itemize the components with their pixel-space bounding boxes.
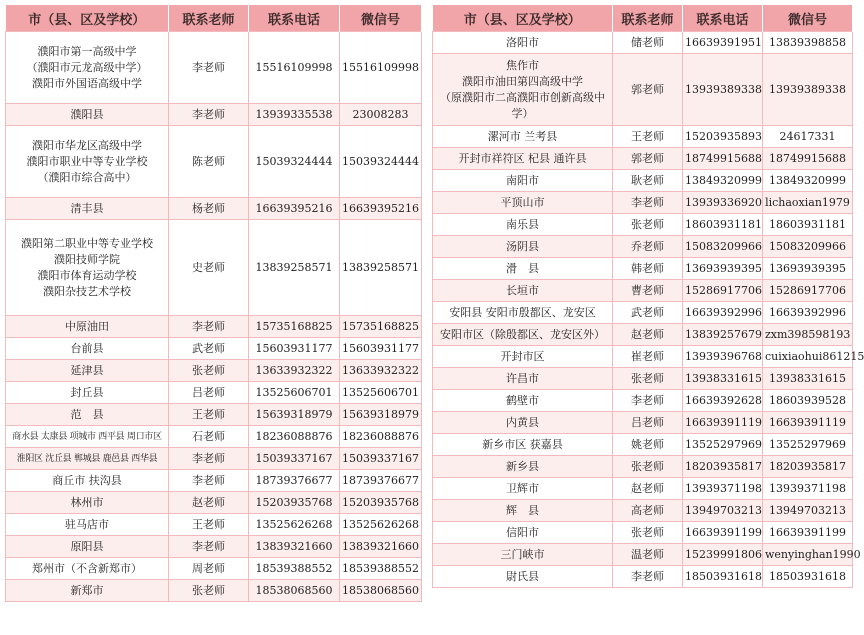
header-teacher: 联系老师 bbox=[169, 5, 249, 32]
teacher-cell: 赵老师 bbox=[169, 492, 249, 514]
table-row bbox=[6, 580, 422, 602]
wechat-cell: 15603931177 bbox=[340, 338, 422, 360]
wechat-cell: 13849320999 bbox=[763, 170, 853, 192]
table-row bbox=[433, 280, 853, 302]
wechat-cell: 18603931181 bbox=[763, 214, 853, 236]
phone-cell: 18539388552 bbox=[249, 558, 340, 580]
table-row bbox=[433, 236, 853, 258]
region-cell: 辉 县 bbox=[433, 500, 613, 522]
region-cell: 新乡县 bbox=[433, 456, 613, 478]
region-cell: 濮阳第二职业中等专业学校 濮阳技师学院 濮阳市体育运动学校 濮阳杂技艺术学校 bbox=[6, 220, 169, 316]
region-cell: 滑 县 bbox=[433, 258, 613, 280]
table-row bbox=[6, 404, 422, 426]
teacher-cell: 李老师 bbox=[169, 104, 249, 126]
table-row bbox=[433, 478, 853, 500]
teacher-cell: 张老师 bbox=[613, 368, 683, 390]
region-cell: 郑州市（不含新郑市） bbox=[6, 558, 169, 580]
table-row bbox=[433, 346, 853, 368]
teacher-cell: 武老师 bbox=[169, 338, 249, 360]
wechat-cell: 15735168825 bbox=[340, 316, 422, 338]
teacher-cell: 张老师 bbox=[613, 456, 683, 478]
teacher-cell: 杨老师 bbox=[169, 198, 249, 220]
wechat-cell: 13839398858 bbox=[763, 32, 853, 54]
table-row bbox=[433, 170, 853, 192]
header-row bbox=[433, 5, 853, 32]
teacher-cell: 赵老师 bbox=[613, 324, 683, 346]
wechat-cell: 15039324444 bbox=[340, 126, 422, 198]
teacher-cell: 张老师 bbox=[613, 522, 683, 544]
wechat-cell: 16639392996 bbox=[763, 302, 853, 324]
wechat-cell: 18539388552 bbox=[340, 558, 422, 580]
header-region: 市（县、区及学校） bbox=[433, 5, 613, 32]
region-cell: 范 县 bbox=[6, 404, 169, 426]
wechat-cell: 13525297969 bbox=[763, 434, 853, 456]
wechat-cell: 13839258571 bbox=[340, 220, 422, 316]
phone-cell: 13525297969 bbox=[683, 434, 763, 456]
region-cell: 鹤壁市 bbox=[433, 390, 613, 412]
teacher-cell: 吕老师 bbox=[613, 412, 683, 434]
phone-cell: 15039337167 bbox=[249, 448, 340, 470]
teacher-cell: 崔老师 bbox=[613, 346, 683, 368]
wechat-cell: 18538068560 bbox=[340, 580, 422, 602]
table-row bbox=[6, 470, 422, 492]
phone-cell: 15039324444 bbox=[249, 126, 340, 198]
phone-cell: 13849320999 bbox=[683, 170, 763, 192]
region-cell: 延津县 bbox=[6, 360, 169, 382]
teacher-cell: 姚老师 bbox=[613, 434, 683, 456]
wechat-cell: 13633932322 bbox=[340, 360, 422, 382]
header-wechat: 微信号 bbox=[763, 5, 853, 32]
wechat-cell: 15083209966 bbox=[763, 236, 853, 258]
region-cell: 南阳市 bbox=[433, 170, 613, 192]
phone-cell: 13949703213 bbox=[683, 500, 763, 522]
teacher-cell: 曹老师 bbox=[613, 280, 683, 302]
teacher-cell: 李老师 bbox=[169, 470, 249, 492]
table-row bbox=[433, 258, 853, 280]
region-cell: 新郑市 bbox=[6, 580, 169, 602]
region-cell: 洛阳市 bbox=[433, 32, 613, 54]
region-cell: 许昌市 bbox=[433, 368, 613, 390]
region-cell: 商水县 太康县 项城市 西平县 周口市区 bbox=[6, 426, 169, 448]
phone-cell: 13939396768 bbox=[683, 346, 763, 368]
table-row bbox=[6, 558, 422, 580]
table-row bbox=[6, 382, 422, 404]
region-cell: 封丘县 bbox=[6, 382, 169, 404]
phone-cell: 18503931618 bbox=[683, 566, 763, 588]
table-row bbox=[433, 544, 853, 566]
header-region: 市（县、区及学校） bbox=[6, 5, 169, 32]
region-cell: 濮阳县 bbox=[6, 104, 169, 126]
region-cell: 开封市祥符区 杞县 通许县 bbox=[433, 148, 613, 170]
wechat-cell: 16639391199 bbox=[763, 522, 853, 544]
teacher-cell: 史老师 bbox=[169, 220, 249, 316]
teacher-cell: 储老师 bbox=[613, 32, 683, 54]
table-row bbox=[433, 412, 853, 434]
phone-cell: 15239991806 bbox=[683, 544, 763, 566]
region-cell: 安阳市区（除殷都区、龙安区外） bbox=[433, 324, 613, 346]
region-cell: 汤阴县 bbox=[433, 236, 613, 258]
contact-table-right bbox=[432, 5, 864, 588]
wechat-cell: 16639391119 bbox=[763, 412, 853, 434]
wechat-cell: 18203935817 bbox=[763, 456, 853, 478]
table-row bbox=[6, 32, 422, 104]
teacher-cell: 郭老师 bbox=[613, 54, 683, 126]
wechat-cell: 13525626268 bbox=[340, 514, 422, 536]
table-row bbox=[6, 536, 422, 558]
teacher-cell: 吕老师 bbox=[169, 382, 249, 404]
teacher-cell: 韩老师 bbox=[613, 258, 683, 280]
phone-cell: 13938331615 bbox=[683, 368, 763, 390]
table-row bbox=[433, 324, 853, 346]
phone-cell: 16639395216 bbox=[249, 198, 340, 220]
wechat-cell: 23008283 bbox=[340, 104, 422, 126]
wechat-cell: 15203935768 bbox=[340, 492, 422, 514]
wechat-cell: 18503931618 bbox=[763, 566, 853, 588]
teacher-cell: 陈老师 bbox=[169, 126, 249, 198]
phone-cell: 18749915688 bbox=[683, 148, 763, 170]
region-cell: 卫辉市 bbox=[433, 478, 613, 500]
table-row bbox=[433, 32, 853, 54]
phone-cell: 15286917706 bbox=[683, 280, 763, 302]
table-row bbox=[6, 338, 422, 360]
phone-cell: 13525606701 bbox=[249, 382, 340, 404]
phone-cell: 13839321660 bbox=[249, 536, 340, 558]
phone-cell: 15203935893 bbox=[683, 126, 763, 148]
phone-cell: 16639392996 bbox=[683, 302, 763, 324]
wechat-cell: 15516109998 bbox=[340, 32, 422, 104]
phone-cell: 15203935768 bbox=[249, 492, 340, 514]
phone-cell: 18739376677 bbox=[249, 470, 340, 492]
table-row bbox=[433, 54, 853, 126]
phone-cell: 18538068560 bbox=[249, 580, 340, 602]
teacher-cell: 张老师 bbox=[169, 360, 249, 382]
wechat-cell: zxm398598193 bbox=[763, 324, 853, 346]
wechat-cell: 13525606701 bbox=[340, 382, 422, 404]
header-row bbox=[6, 5, 422, 32]
phone-cell: 18203935817 bbox=[683, 456, 763, 478]
phone-cell: 15639318979 bbox=[249, 404, 340, 426]
region-cell: 新乡市区 获嘉县 bbox=[433, 434, 613, 456]
region-cell: 焦作市 濮阳市油田第四高级中学 （原濮阳市二高濮阳市创新高级中学） bbox=[433, 54, 613, 126]
teacher-cell: 李老师 bbox=[169, 316, 249, 338]
region-cell: 清丰县 bbox=[6, 198, 169, 220]
teacher-cell: 石老师 bbox=[169, 426, 249, 448]
table-row bbox=[433, 368, 853, 390]
teacher-cell: 李老师 bbox=[613, 390, 683, 412]
teacher-cell: 李老师 bbox=[613, 566, 683, 588]
wechat-cell: 13693939395 bbox=[763, 258, 853, 280]
region-cell: 原阳县 bbox=[6, 536, 169, 558]
region-cell: 安阳县 安阳市殷都区、龙安区 bbox=[433, 302, 613, 324]
table-row bbox=[433, 302, 853, 324]
wechat-cell: lichaoxian1979 bbox=[763, 192, 853, 214]
wechat-cell: cuixiaohui861215 bbox=[763, 346, 853, 368]
wechat-cell: 18236088876 bbox=[340, 426, 422, 448]
phone-cell: 16639391119 bbox=[683, 412, 763, 434]
table-row bbox=[433, 500, 853, 522]
teacher-cell: 武老师 bbox=[613, 302, 683, 324]
region-cell: 南乐县 bbox=[433, 214, 613, 236]
region-cell: 台前县 bbox=[6, 338, 169, 360]
table-row bbox=[433, 192, 853, 214]
teacher-cell: 王老师 bbox=[169, 514, 249, 536]
wechat-cell: 18603939528 bbox=[763, 390, 853, 412]
phone-cell: 15603931177 bbox=[249, 338, 340, 360]
table-row bbox=[6, 448, 422, 470]
teacher-cell: 张老师 bbox=[613, 214, 683, 236]
phone-cell: 13839258571 bbox=[249, 220, 340, 316]
wechat-cell: 15286917706 bbox=[763, 280, 853, 302]
wechat-cell: 13939371198 bbox=[763, 478, 853, 500]
teacher-cell: 赵老师 bbox=[613, 478, 683, 500]
teacher-cell: 乔老师 bbox=[613, 236, 683, 258]
wechat-cell: 18739376677 bbox=[340, 470, 422, 492]
table-row bbox=[6, 126, 422, 198]
phone-cell: 13633932322 bbox=[249, 360, 340, 382]
teacher-cell: 李老师 bbox=[169, 32, 249, 104]
table-row bbox=[6, 316, 422, 338]
phone-cell: 18236088876 bbox=[249, 426, 340, 448]
phone-cell: 15735168825 bbox=[249, 316, 340, 338]
wechat-cell: 13839321660 bbox=[340, 536, 422, 558]
table-row bbox=[433, 390, 853, 412]
teacher-cell: 王老师 bbox=[169, 404, 249, 426]
table-row bbox=[6, 220, 422, 316]
phone-cell: 18603931181 bbox=[683, 214, 763, 236]
teacher-cell: 耿老师 bbox=[613, 170, 683, 192]
table-row bbox=[6, 514, 422, 536]
teacher-cell: 周老师 bbox=[169, 558, 249, 580]
region-cell: 平顶山市 bbox=[433, 192, 613, 214]
table-row bbox=[433, 434, 853, 456]
table-row bbox=[433, 456, 853, 478]
wechat-cell: 15039337167 bbox=[340, 448, 422, 470]
region-cell: 中原油田 bbox=[6, 316, 169, 338]
region-cell: 长垣市 bbox=[433, 280, 613, 302]
wechat-cell: 15639318979 bbox=[340, 404, 422, 426]
header-phone: 联系电话 bbox=[249, 5, 340, 32]
table-row bbox=[6, 104, 422, 126]
region-cell: 濮阳市华龙区高级中学 濮阳市职业中等专业学校 （濮阳市综合高中） bbox=[6, 126, 169, 198]
table-row bbox=[433, 148, 853, 170]
teacher-cell: 李老师 bbox=[169, 448, 249, 470]
phone-cell: 13693939395 bbox=[683, 258, 763, 280]
region-cell: 信阳市 bbox=[433, 522, 613, 544]
table-row bbox=[433, 522, 853, 544]
table-row bbox=[433, 126, 853, 148]
region-cell: 濮阳市第一高级中学 （濮阳市元龙高级中学） 濮阳市外国语高级中学 bbox=[6, 32, 169, 104]
region-cell: 林州市 bbox=[6, 492, 169, 514]
phone-cell: 15516109998 bbox=[249, 32, 340, 104]
phone-cell: 13839257679 bbox=[683, 324, 763, 346]
region-cell: 尉氏县 bbox=[433, 566, 613, 588]
table-row bbox=[6, 492, 422, 514]
phone-cell: 16639391951 bbox=[683, 32, 763, 54]
region-cell: 淮阳区 沈丘县 郸城县 鹿邑县 西华县 bbox=[6, 448, 169, 470]
region-cell: 开封市区 bbox=[433, 346, 613, 368]
wechat-cell: wenyinghan1990 bbox=[763, 544, 853, 566]
teacher-cell: 高老师 bbox=[613, 500, 683, 522]
table-row bbox=[433, 214, 853, 236]
teacher-cell: 张老师 bbox=[169, 580, 249, 602]
phone-cell: 13939371198 bbox=[683, 478, 763, 500]
region-cell: 三门峡市 bbox=[433, 544, 613, 566]
wechat-cell: 13938331615 bbox=[763, 368, 853, 390]
wechat-cell: 24617331 bbox=[763, 126, 853, 148]
phone-cell: 16639391199 bbox=[683, 522, 763, 544]
table-row bbox=[433, 566, 853, 588]
contact-table-left bbox=[5, 5, 422, 602]
header-phone: 联系电话 bbox=[683, 5, 763, 32]
header-teacher: 联系老师 bbox=[613, 5, 683, 32]
teacher-cell: 温老师 bbox=[613, 544, 683, 566]
wechat-cell: 13939389338 bbox=[763, 54, 853, 126]
phone-cell: 16639392628 bbox=[683, 390, 763, 412]
wechat-cell: 18749915688 bbox=[763, 148, 853, 170]
phone-cell: 15083209966 bbox=[683, 236, 763, 258]
region-cell: 驻马店市 bbox=[6, 514, 169, 536]
wechat-cell: 13949703213 bbox=[763, 500, 853, 522]
phone-cell: 13525626268 bbox=[249, 514, 340, 536]
teacher-cell: 李老师 bbox=[169, 536, 249, 558]
teacher-cell: 郭老师 bbox=[613, 148, 683, 170]
table-row bbox=[6, 198, 422, 220]
table-row bbox=[6, 360, 422, 382]
phone-cell: 13939336920 bbox=[683, 192, 763, 214]
region-cell: 内黄县 bbox=[433, 412, 613, 434]
phone-cell: 13939335538 bbox=[249, 104, 340, 126]
phone-cell: 13939389338 bbox=[683, 54, 763, 126]
region-cell: 漯河市 兰考县 bbox=[433, 126, 613, 148]
table-row bbox=[6, 426, 422, 448]
header-wechat: 微信号 bbox=[340, 5, 422, 32]
wechat-cell: 16639395216 bbox=[340, 198, 422, 220]
teacher-cell: 李老师 bbox=[613, 192, 683, 214]
region-cell: 商丘市 扶沟县 bbox=[6, 470, 169, 492]
teacher-cell: 王老师 bbox=[613, 126, 683, 148]
